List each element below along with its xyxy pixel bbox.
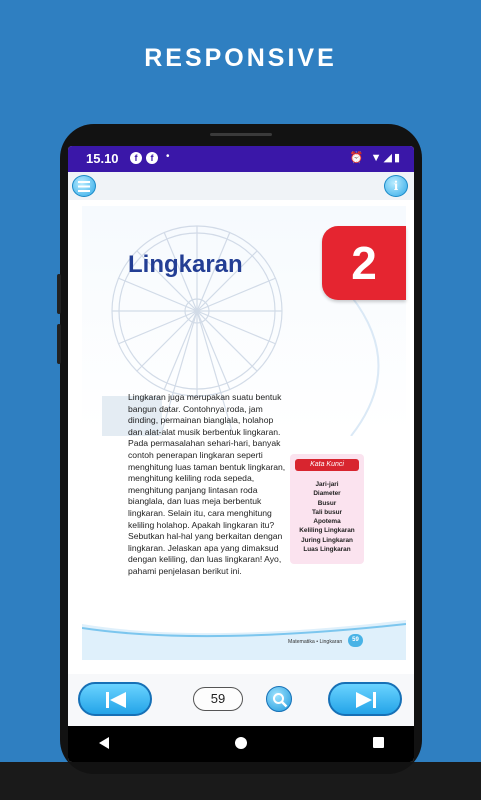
chapter-intro-text: Lingkaran juga merupakan suatu bentuk bangun datar. Contohnya roda, jam dinding, permainan bianglala, holahop dan alat-alat musik berbentuk lingkaran. Pada permasalahan sehari-hari, banyak contoh penerapan lingkaran seperti menghitung luas taman bentuk lingkaran, menghitung keliling roda sepeda, menghitung panjang lintasan roda bianglala, dan luas meja berbentuk lingkaran. Selain itu, cara menghitung keliling holahop. Apakah lingkaran itu? Sebutkan hal-hal yang berkaitan dengan lingkaran. Jelaskan apa yang dimaksud dengan keliling, dan luas lingkaran! Ayo, pahami penjelasan berikut ini. — [128, 392, 286, 576]
info-button[interactable] — [384, 175, 408, 197]
keyword-item: Jari-jari — [315, 481, 339, 488]
previous-page-button[interactable] — [78, 682, 152, 716]
next-page-button[interactable] — [328, 682, 402, 716]
book-page — [82, 206, 406, 660]
keyword-item: Apotema — [313, 518, 341, 526]
back-triangle-icon[interactable] — [98, 736, 110, 750]
menu-icon — [78, 181, 90, 192]
keyword-item: Luas Lingkaran — [303, 546, 351, 554]
phone-frame — [60, 124, 422, 774]
facebook-notification-icon: f — [130, 152, 142, 164]
kata-kunci-box — [290, 454, 364, 564]
chapter-title: Lingkaran — [128, 251, 243, 278]
phone-side-button — [57, 324, 61, 364]
search-icon — [272, 692, 288, 708]
home-circle-icon[interactable] — [234, 736, 248, 750]
skip-previous-icon — [104, 691, 128, 709]
kata-kunci-list — [290, 480, 364, 554]
info-icon: i — [393, 179, 399, 193]
keyword-item: Diameter — [313, 490, 341, 498]
phone-screen — [68, 146, 414, 762]
notification-dot: • — [166, 151, 170, 162]
facebook-notification-icon: f — [146, 152, 158, 164]
phone-side-button — [57, 274, 61, 314]
system-navigation-bar — [68, 726, 414, 762]
status-right-icons: ⏰ ▼◢▮ — [349, 152, 402, 164]
chapter-number-badge: 2 — [322, 226, 406, 300]
status-bar — [68, 146, 414, 172]
page-footer-label: Matematika • Lingkaran — [288, 639, 343, 645]
keyword-item: Busur — [317, 499, 337, 507]
page-footer-number: 59 — [348, 634, 363, 647]
keyword-item: Juring Lingkaran — [301, 536, 353, 544]
recents-square-icon[interactable] — [372, 736, 385, 749]
status-time: 15.10 — [86, 151, 119, 166]
keyword-item: Keliling Lingkaran — [299, 527, 355, 535]
menu-button[interactable] — [72, 175, 96, 197]
app-bar — [68, 172, 414, 200]
search-button[interactable] — [266, 686, 292, 712]
phone-earpiece — [210, 133, 272, 136]
page-number-input[interactable]: 59 — [193, 687, 243, 711]
responsive-headline: RESPONSIVE — [144, 44, 337, 72]
keyword-item: Tali busur — [311, 508, 343, 516]
kata-kunci-heading: Kata Kunci — [295, 459, 359, 471]
reader-control-bar — [68, 674, 414, 726]
decorative-arc — [346, 296, 406, 436]
skip-next-icon — [354, 691, 378, 709]
